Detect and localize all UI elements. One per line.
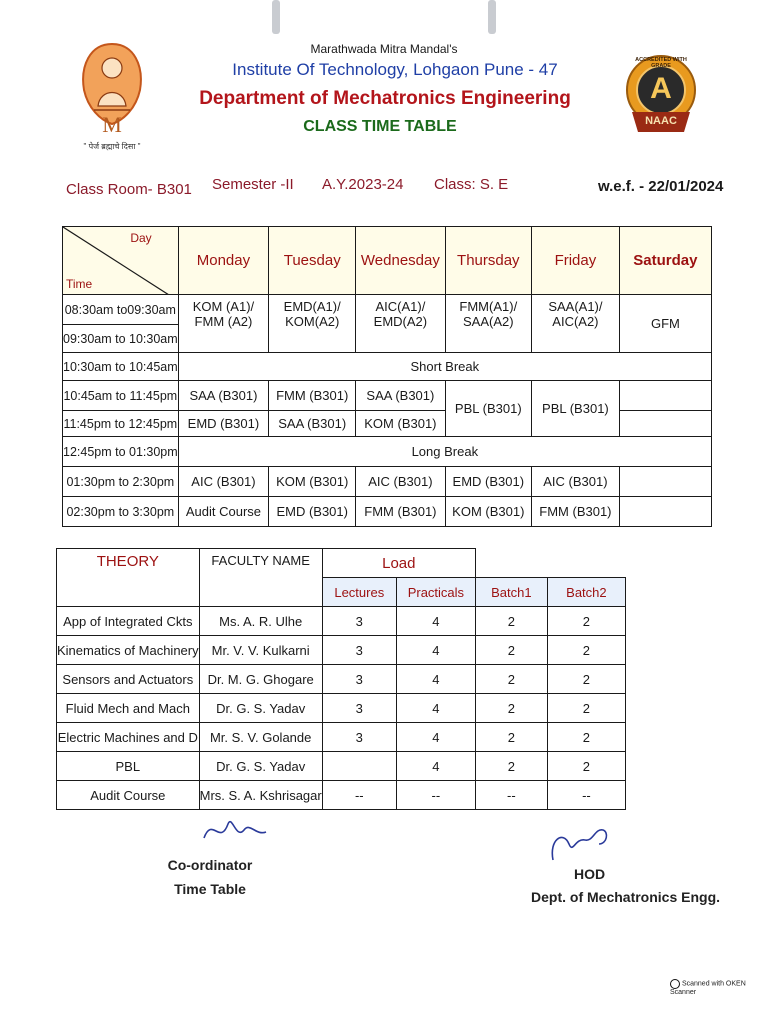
table-row [57,607,626,636]
time-slot-4: 11:45pm to 12:45pm [63,411,179,437]
logo-motto: " पेर्ज ब्रह्माचे दिसा " [83,142,141,151]
batch1-cell: 2 [475,694,547,723]
binder-clip-left [272,0,280,34]
day-header-tuesday: Tuesday [269,227,356,295]
day-header-friday: Friday [532,227,620,295]
batch2-cell: 2 [547,752,625,781]
cell-wed-morning: AIC(A1)/ EMD(A2) [356,295,445,353]
table-row [57,723,626,752]
cell-fri-pbl: PBL (B301) [532,381,620,437]
time-slot-5: 01:30pm to 2:30pm [63,467,179,497]
table-row [57,636,626,665]
batch1-header: Batch1 [475,578,547,607]
cell-wed-slot4: KOM (B301) [356,411,445,437]
table-row [57,781,626,810]
day-time-corner [63,227,179,295]
cell-tue-slot4: SAA (B301) [269,411,356,437]
cell-thu-morning: FMM(A1)/ SAA(A2) [445,295,531,353]
cell-mon-slot6: Audit Course [178,497,269,527]
practicals-header: Practicals [396,578,475,607]
lectures-cell: 3 [322,694,396,723]
batch1-cell: 2 [475,607,547,636]
coordinator-label: Co-ordinator [167,857,253,873]
practicals-cell: 4 [396,607,475,636]
cell-mon-slot5: AIC (B301) [178,467,269,497]
class-label: Class: S. E [434,176,509,193]
scanner-text: Scanned with OKEN Scanner [670,980,746,996]
load-rows [57,607,626,810]
table-row [57,694,626,723]
time-long-break: 12:45pm to 01:30pm [63,437,179,467]
cell-tue-slot3: FMM (B301) [269,381,356,411]
faculty-cell: Mrs. S. A. Kshrisagar [199,781,322,810]
faculty-cell: Dr. G. S. Yadav [199,694,322,723]
subject-cell: Electric Machines and D [57,723,200,752]
long-break: Long Break [178,437,711,467]
batch2-cell: 2 [547,665,625,694]
day-header-monday: Monday [178,227,269,295]
subject-cell: Sensors and Actuators [57,665,200,694]
practicals-cell: 4 [396,752,475,781]
timetable [62,226,712,527]
batch1-cell: -- [475,781,547,810]
batch2-header: Batch2 [547,578,625,607]
cell-tue-morning: EMD(A1)/ KOM(A2) [269,295,356,353]
lectures-cell: 3 [322,665,396,694]
batch1-cell: 2 [475,665,547,694]
binder-clip-right [488,0,496,34]
timetable-label: Time Table [174,881,246,897]
batch2-cell: 2 [547,636,625,665]
practicals-cell: -- [396,781,475,810]
faculty-cell: Mr. V. V. Kulkarni [199,636,322,665]
academic-year-label: A.Y.2023-24 [322,176,404,193]
page-title: CLASS TIME TABLE [303,118,457,135]
faculty-load-table [56,548,626,810]
batch1-cell: 2 [475,723,547,752]
cell-thu-slot5: EMD (B301) [445,467,531,497]
subject-cell: Audit Course [57,781,200,810]
corner-day-label: Day [130,231,152,245]
table-row [57,665,626,694]
cell-thu-pbl: PBL (B301) [445,381,531,437]
cell-sat-slot6 [619,497,711,527]
practicals-cell: 4 [396,694,475,723]
day-header-thursday: Thursday [445,227,531,295]
hod-department: Dept. of Mechatronics Engg. [531,889,721,905]
table-row [57,752,626,781]
naac-label: NAAC [645,115,677,127]
naac-grade: A [650,72,672,105]
cell-wed-slot5: AIC (B301) [356,467,445,497]
faculty-cell: Mr. S. V. Golande [199,723,322,752]
practicals-cell: 4 [396,665,475,694]
semester-label: Semester -II [212,176,294,193]
practicals-cell: 4 [396,723,475,752]
time-slot-2: 09:30am to 10:30am [63,325,179,353]
cell-wed-slot3: SAA (B301) [356,381,445,411]
lectures-cell: 3 [322,636,396,665]
time-slot-6: 02:30pm to 3:30pm [63,497,179,527]
naac-ring-text: ACCREDITED WITH GRADE [635,57,687,69]
corner-time-label: Time [66,277,93,291]
cell-tue-slot5: KOM (B301) [269,467,356,497]
faculty-cell: Dr. G. S. Yadav [199,752,322,781]
institute-name: Institute Of Technology, Lohgaon Pune - 47 [232,60,558,79]
cell-mon-morning: KOM (A1)/ FMM (A2) [178,295,269,353]
logo-letter: M [102,112,122,137]
faculty-cell: Dr. M. G. Ghogare [199,665,322,694]
coordinator-signature [200,810,270,855]
cell-mon-slot3: SAA (B301) [178,381,269,411]
day-header-saturday: Saturday [619,227,711,295]
mandal-name: Marathwada Mitra Mandal's [310,42,458,56]
lectures-cell: 3 [322,607,396,636]
cell-fri-slot6: FMM (B301) [532,497,620,527]
subject-cell: PBL [57,752,200,781]
lectures-cell: -- [322,781,396,810]
cell-wed-slot6: FMM (B301) [356,497,445,527]
batch1-cell: 2 [475,752,547,781]
lectures-cell: 3 [322,723,396,752]
time-slot-3: 10:45am to 11:45pm [63,381,179,411]
cell-mon-slot4: EMD (B301) [178,411,269,437]
cell-thu-slot6: KOM (B301) [445,497,531,527]
short-break: Short Break [178,353,711,381]
subject-cell: Kinematics of Machinery [57,636,200,665]
batch2-cell: 2 [547,607,625,636]
load-header: Load [322,549,475,578]
faculty-header: FACULTY NAME [199,549,322,607]
cell-sat-slot4 [619,411,711,437]
subject-cell: Fluid Mech and Mach [57,694,200,723]
cell-sat-slot5 [619,467,711,497]
subject-cell: App of Integrated Ckts [57,607,200,636]
scanner-watermark [670,979,768,996]
wef-date: w.e.f. - 22/01/2024 [598,178,724,195]
classroom-label: Class Room- B301 [66,181,192,198]
time-short-break: 10:30am to 10:45am [63,353,179,381]
batch2-cell: 2 [547,723,625,752]
hod-label: HOD [574,866,606,882]
faculty-cell: Ms. A. R. Ulhe [199,607,322,636]
cell-fri-morning: SAA(A1)/ AIC(A2) [532,295,620,353]
load-header-blank [475,549,625,578]
lectures-header: Lectures [322,578,396,607]
scanner-icon [670,979,680,989]
practicals-cell: 4 [396,636,475,665]
day-header-wednesday: Wednesday [356,227,445,295]
cell-tue-slot6: EMD (B301) [269,497,356,527]
theory-header: THEORY [57,549,200,607]
batch2-cell: -- [547,781,625,810]
department-name: Department of Mechatronics Engineering [199,88,571,109]
lectures-cell [322,752,396,781]
cell-sat-morning: GFM [619,295,711,353]
time-slot-1: 08:30am to09:30am [63,295,179,325]
cell-fri-slot5: AIC (B301) [532,467,620,497]
batch1-cell: 2 [475,636,547,665]
batch2-cell: 2 [547,694,625,723]
cell-sat-slot3 [619,381,711,411]
